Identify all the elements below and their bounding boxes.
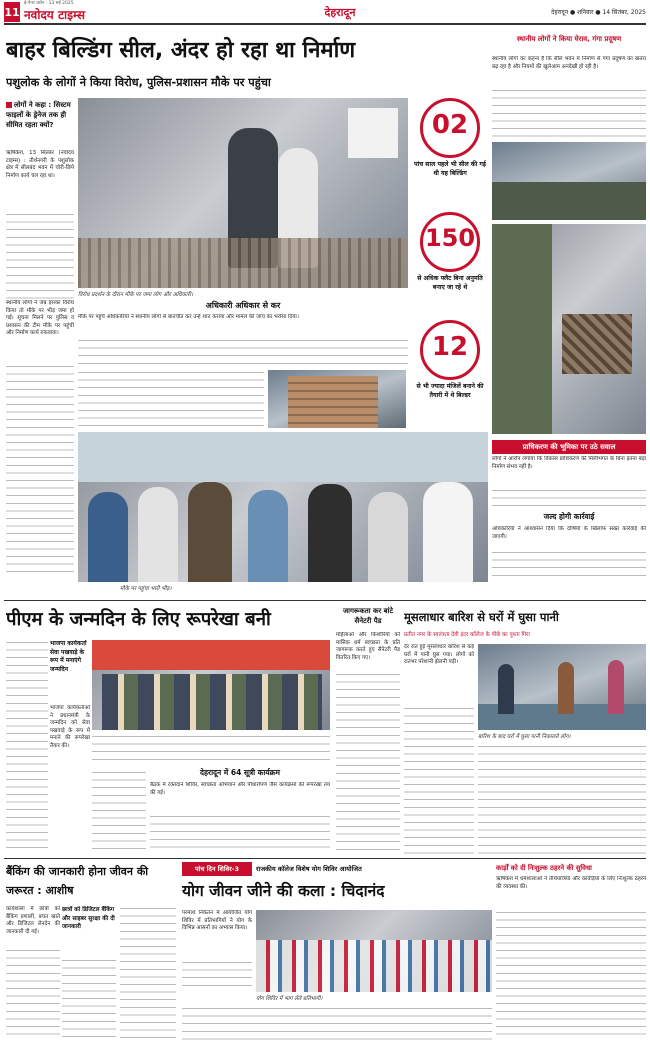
lead-body-text: स्थानीय लोगों ने जब इसका विरोध किया तो मौके पर भीड़ जमा हो गई। सूचना मिलने पर पुलिस व प्रशासन की टीम मौके पर पहुंची और निर्माण कार्य रुकवाया। (6, 300, 74, 360)
lead-body-column (6, 212, 74, 572)
side-mid-body: लोगों ने आरोप लगाया कि विकास प्राधिकरण की मिलीभगत के बिना इतना बड़ा निर्माण संभव नहीं है। (492, 456, 646, 470)
paper-name: नवोदय टाइम्स (24, 8, 86, 22)
pm-body: भाजपा कार्यकर्ताओं ने प्रधानमंत्री के जन्मदिन को सेवा पखवाड़े के रूप में मनाने की रूपरेखा तैयार की। (50, 705, 90, 749)
rain-photo (478, 644, 646, 730)
page-number: 11 (4, 6, 20, 19)
section-rule (4, 600, 646, 601)
yoga-photo (256, 910, 492, 992)
lead-subhead: पशुलोक के लोगों ने किया विरोध, पुलिस-प्रशासन मौके पर पहुंचा (6, 76, 271, 89)
stat-text: से अधिक फ्लैट बिना अनुमति बनाए जा रहे थे (417, 275, 483, 291)
yoga-banner-left: पांच दिन शिविर-3 (182, 862, 252, 876)
crowd-caption: मौके पर पहुंचा भारी भीड़। (120, 586, 172, 592)
stats-column (412, 98, 488, 428)
yoga-headline: योग जीवन जीने की कला : चिदानंद (182, 882, 385, 900)
stat-text: से भी ज्यादा मंजिलें बनाने की तैयारी में थे बिल्डर (416, 383, 484, 399)
bus-body: ऋषिकेश में धर्मशालाओं ने तीर्थयात्रियों और कांवड़ियों के लिए निःशुल्क ठहरने की व्यवस्था की। (496, 876, 646, 890)
yoga-caption: योग शिविर में भाग लेते प्रतिभागी। (256, 996, 323, 1002)
dateline: देहरादून ● शनिवार ● 14 सितंबर, 2025 (551, 9, 646, 16)
stat-item (412, 98, 488, 208)
stat-number: 12 (431, 332, 469, 362)
side-top (492, 34, 646, 140)
pm-body-column (6, 640, 48, 850)
stat-item (412, 212, 488, 322)
debris-photo (492, 224, 646, 434)
bus-story (496, 862, 646, 1042)
bank-body: कार्यशाला में छात्रों को बैंकिंग प्रणाली, बचत खाते और डिजिटल लेनदेन की जानकारी दी गई। (6, 906, 60, 935)
sanitary (336, 606, 400, 854)
section-rule (4, 858, 646, 859)
side-mid-headline: प्राधिकरण की भूमिका पर उठे सवाल (492, 440, 646, 454)
masthead (0, 0, 650, 26)
crowd-photo (78, 432, 488, 582)
yoga-banner-right: राजकीय कॉलेज विशेष योग शिविर आयोजित (256, 865, 362, 873)
bank-headline: बैंकिंग की जानकारी होना जीवन की जरूरत : आशीष (6, 865, 149, 897)
bank-pullquote-box (62, 906, 116, 956)
pm-inner-body: बैठक में रक्तदान शिविर, स्वच्छता अभियान और पौधारोपण जैसे कार्यक्रमों की रूपरेखा तय की गई। (150, 782, 330, 796)
edition-name: देहरादून (324, 6, 356, 19)
building-photo (268, 370, 406, 428)
stat-number: 150 (424, 224, 476, 252)
stat-number: 02 (431, 110, 469, 140)
pm-pullquote: भाजपा कार्यकर्ता सेवा पखवाड़े के रूप में मनाएंगे जन्मदिन (50, 640, 87, 673)
yoga-body: परमार्थ निकेतन में आयोजित योग शिविर में प्रतिभागियों ने योग के विभिन्न आसनों का अभ्यास किया। (182, 910, 252, 932)
sub-box-title: अधिकारी अधिकार से कर (205, 301, 281, 310)
stat-text: पांच साल पहले भी सील की गई थी यह बिल्डिंग (414, 161, 486, 177)
sub-box-body: मौके पर पहुंचे अधिकारियों ने स्थानीय लोगों से बातचीत कर उन्हें शांत कराया और मामले की जांच का भरोसा दिया। (78, 314, 299, 320)
pm-pullquote-box (50, 640, 90, 702)
masthead-rule (4, 23, 646, 25)
lead-pullquote: लोगों ने कहा : सिस्टम फाइलों के ड्रेनेज तक ही सीमित रहता क्यों? (6, 101, 71, 129)
side-sub-body: अधिकारियों ने आश्वासन दिया कि दोषियों के खिलाफ सख्त कार्रवाई की जाएगी। (492, 526, 646, 540)
sanitary-headline: जागरूकता कर बांटे सैनेटरी पैड (342, 607, 394, 625)
side-top-headline: स्थानीय लोगों ने किया घेराव, गंगा प्रदूषण (516, 35, 622, 43)
lead-photo (78, 98, 408, 288)
lead-headline: बाहर बिल्डिंग सील, अंदर हो रहा था निर्माण (6, 38, 356, 63)
rain-body: देर रात हुई मूसलाधार बारिश से कई घरों में पानी घुस गया। लोगों को रातभर परेशानी झेलनी पड़ी। (404, 644, 474, 666)
lead-pullquote-box (6, 100, 74, 146)
bus-headline: कार्ड़ों को दी निःशुल्क ठहरने की सुविधा (496, 864, 592, 872)
pm-inner-headline: देहरादून में 64 सूत्री कार्यक्रम (200, 768, 280, 777)
rain-caption: बारिश के बाद घरों में घुसा पानी निकालते लोग। (478, 734, 571, 740)
yoga-banner (182, 862, 492, 876)
side-sub-headline: जल्द होगी कार्रवाई (543, 512, 595, 521)
small-tag: ई-पेपर वर्शन : 13 मई 2025 (24, 1, 74, 6)
lead-dateline-text: ऋषिकेश, 13 सितंबर (नवोदय टाइम्स) : तीर्थनगरी के पशुलोक क्षेत्र में सीलबंद भवन में चोरी-छिपे निर्माण कार्य चल रहा था। (6, 150, 74, 179)
pm-photo (92, 640, 330, 730)
sewage-photo (492, 142, 646, 220)
sanitary-body: महिलाओं और किशोरियों को मासिक धर्म स्वच्छता के प्रति जागरूक करते हुए सैनेटरी पैड वितरित किए गए। (336, 632, 400, 661)
bank-pullquote: छात्रों को डिजिटल बैंकिंग और साइबर सुरक्षा की दी जानकारी (62, 907, 115, 930)
rain-headline: मूसलाधार बारिश से घरों में घुसा पानी (404, 610, 559, 624)
pm-headline: पीएम के जन्मदिन के लिए रूपरेखा बनी (6, 609, 271, 630)
stat-item (412, 320, 488, 428)
side-mid (492, 440, 646, 580)
side-top-body: स्थानीय लोगों का कहना है कि सील भवन में निर्माण से गंगा प्रदूषण का खतरा बढ़ रहा है और नियमों की खुलेआम अनदेखी हो रही है। (492, 56, 646, 70)
lead-photo-caption: विरोध प्रदर्शन के दौरान मौके पर जमा लोग और अधिकारी। (78, 292, 194, 298)
rain-subhead: प्रतीत नगर के स्वतंत्रता देवी इंटर कॉलेज के पीछे का पुश्ता गिरा (404, 632, 530, 638)
sub-box (78, 300, 408, 430)
